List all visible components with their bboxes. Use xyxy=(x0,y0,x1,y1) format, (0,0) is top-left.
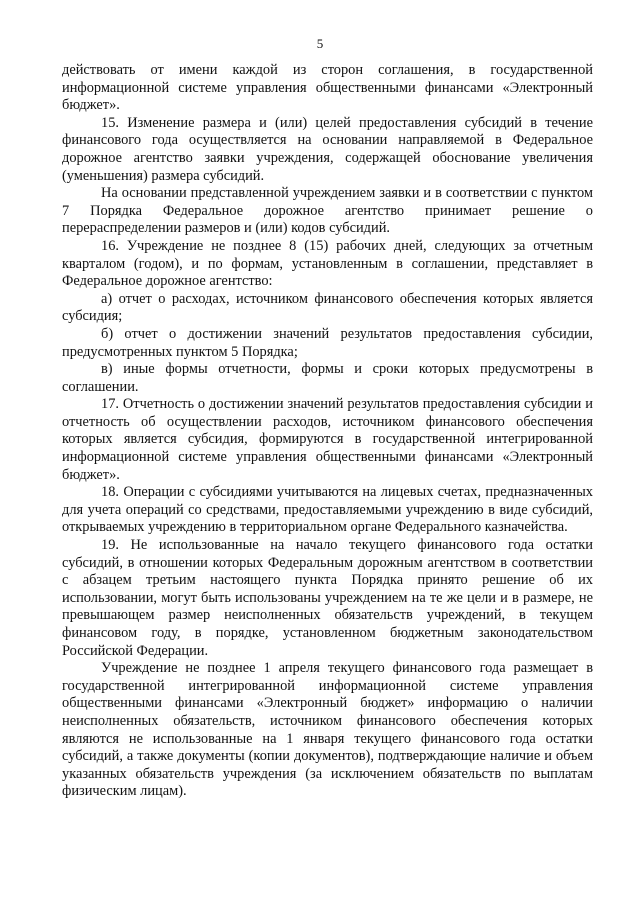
paragraph-continuation: действовать от имени каждой из сторон соглашения, в государственной информационной системе управления общественными финансами «Электронный бюджет». xyxy=(62,62,593,114)
paragraph-16: 16. Учреждение не позднее 8 (15) рабочих дней, следующих за отчетным кварталом (годом), и по формам, установленным в соглашении, представляет в Федеральное дорожное агентство: xyxy=(62,237,593,290)
document-body xyxy=(62,62,593,801)
paragraph-15-decision: На основании представленной учреждением заявки и в соответствии с пунктом 7 Порядка Федеральное дорожное агентство принимает решение о перераспределении размеров и (или) кодов субсидий. xyxy=(62,185,593,237)
page-number: 5 xyxy=(316,36,324,51)
list-item-a: а) отчет о расходах, источником финансового обеспечения которых является субсидия; xyxy=(62,290,593,325)
list-item-c: в) иные формы отчетности, формы и сроки которых предусмотрены в соглашении. xyxy=(62,361,593,395)
paragraph-19: 19. Не использованные на начало текущего финансового года остатки субсидий, в отношении которых Федеральным дорожным агентством в соответствии с абзацем третьим настоящего пункта Порядка принято решение об их использовании, могут быть использованы учреждением на те же цели и в размере, не превышающем размер неисполненных обязательств учреждений, в текущем финансовом году, в порядке, установленном бюджетным законодательством Российской Федерации. xyxy=(62,537,593,659)
paragraph-15: 15. Изменение размера и (или) целей предоставления субсидий в течение финансового года осуществляется на основании направляемой в Федеральное дорожное агентство заявки учреждения, содержащей обоснование увеличения (уменьшения) размера субсидий. xyxy=(62,114,593,184)
paragraph-18: 18. Операции с субсидиями учитываются на лицевых счетах, предназначенных для учета операций со средствами, предоставляемыми учреждению в виде субсидий, открываемых учреждению в территориальном органе Федерального казначейства. xyxy=(62,484,593,536)
paragraph-17: 17. Отчетность о достижении значений результатов предоставления субсидии и отчетность об осуществлении расходов, источником финансового обеспечения которых является субсидия, формируются в государственной интегрированной информационной системе управления общественными финансами «Электронный бюджет». xyxy=(62,396,593,483)
paragraph-19-deadline: Учреждение не позднее 1 апреля текущего финансового года размещает в государственной интегрированной информационной системе управления общественными финансами «Электронный бюджет» информацию о наличии неисполненных обязательств, источником финансового обеспечения которых являются не использованные на 1 января текущего финансового года остатки субсидий, а также документы (копии документов), подтверждающие наличие и объем указанных обязательств учреждения (за исключением обязательств по выплатам физическим лицам). xyxy=(62,660,593,800)
list-item-b: б) отчет о достижении значений результатов предоставления субсидии, предусмотренных пунктом 5 Порядка; xyxy=(62,325,593,360)
